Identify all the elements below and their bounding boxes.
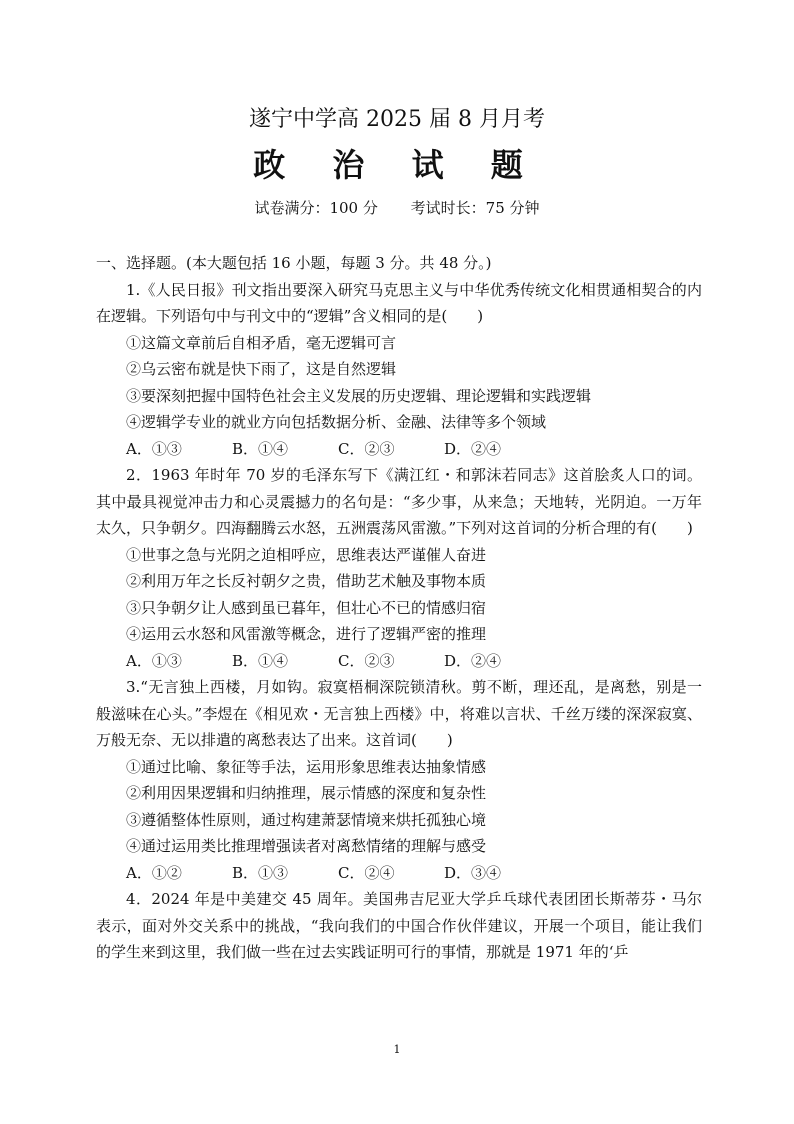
choice-c: C．②③ xyxy=(338,439,395,458)
choice-b: B．①④ xyxy=(232,651,289,670)
choice-c: C．②③ xyxy=(338,651,395,670)
exam-duration: 考试时长：75 分钟 xyxy=(410,199,540,217)
question-3 xyxy=(96,674,702,886)
option-item: ①世事之急与光阴之迫相呼应，思维表达严谨催人奋进 xyxy=(126,545,487,564)
full-score: 试卷满分：100 分 xyxy=(254,199,378,217)
option-item: ②利用万年之长反衬朝夕之贵，借助艺术触及事物本质 xyxy=(126,572,487,590)
question-2 xyxy=(96,462,702,674)
option-item: ④通过运用类比推理增强读者对离愁情绪的理解与感受 xyxy=(126,837,487,855)
option-item: ②利用因果逻辑和归纳推理，展示情感的深度和复杂性 xyxy=(126,784,487,802)
choice-d: D．③④ xyxy=(444,863,502,882)
subject-title: 政 治 试 题 xyxy=(253,146,541,184)
option-item: ①这篇文章前后自相矛盾，毫无逻辑可言 xyxy=(126,333,397,352)
exam-title: 遂宁中学高 2025 届 8 月月考 xyxy=(249,107,545,132)
option-item: ④运用云水怒和风雷激等概念，进行了逻辑严密的推理 xyxy=(126,625,487,643)
answer-choices xyxy=(96,860,702,887)
choice-a: A．①③ xyxy=(126,651,182,670)
choice-c: C．②④ xyxy=(338,863,395,882)
answer-choices xyxy=(96,648,702,675)
question-stem: 2．1963 年时年 70 岁的毛泽东写下《满江红・和郭沫若同志》这首脍炙人口的词。其中最具视觉冲击力和心灵震撼力的名句是：“多少事，从来急；天地转，光阴迫。一万年太久，只争朝夕。四海翻腾云水怒，五洲震荡风雷激。”下列对这首词的分析合理的有( ) xyxy=(96,466,702,537)
choice-a: A．①② xyxy=(126,863,182,882)
page-number: 1 xyxy=(393,1043,401,1056)
option-item: ④逻辑学专业的就业方向包括数据分析、金融、法律等多个领域 xyxy=(126,413,547,431)
choice-a: A．①③ xyxy=(126,439,182,458)
question-1 xyxy=(96,277,702,463)
option-item: ①通过比喻、象征等手法，运用形象思维表达抽象情感 xyxy=(126,757,487,776)
choice-b: B．①④ xyxy=(232,439,289,458)
option-item: ③要深刻把握中国特色社会主义发展的历史逻辑、理论逻辑和实践逻辑 xyxy=(126,386,592,405)
question-stem: 4．2024 年是中美建交 45 周年。美国弗吉尼亚大学乒乓球代表团团长斯蒂芬・马尔表示，面对外交关系中的挑战，“我向我们的中国合作伙伴建议，开展一个项目，能让我们的学生来到这里，我们做一些在过去实践证明可行的事情，那就是 1971 年的‘乒 xyxy=(96,890,702,961)
choice-d: D．②④ xyxy=(444,651,502,670)
option-item: ③只争朝夕让人感到虽已暮年，但壮心不已的情感归宿 xyxy=(126,598,487,617)
question-stem: 3.“无言独上西楼，月如钩。寂寞梧桐深院锁清秋。剪不断，理还乱，是离愁，别是一般滋味在心头。”李煜在《相见欢・无言独上西楼》中，将难以言状、千丝万缕的深深寂寞、万般无奈、无以排遣的离愁表达了出来。这首词( ) xyxy=(96,678,702,749)
choice-b: B．①③ xyxy=(232,863,289,882)
option-item: ③遵循整体性原则，通过构建萧瑟情境来烘托孤独心境 xyxy=(126,810,487,829)
question-stem: 1.《人民日报》刊文指出要深入研究马克思主义与中华优秀传统文化相贯通相契合的内在逻辑。下列语句中与刊文中的“逻辑”含义相同的是( ) xyxy=(96,280,702,325)
section-heading: 一、选择题。(本大题包括 16 小题，每题 3 分。共 48 分。) xyxy=(96,254,492,272)
question-content xyxy=(96,250,702,966)
exam-info xyxy=(0,197,794,218)
option-item: ②乌云密布就是快下雨了，这是自然逻辑 xyxy=(126,360,397,378)
answer-choices xyxy=(96,436,702,463)
question-4 xyxy=(96,886,702,966)
choice-d: D．②④ xyxy=(444,439,502,458)
